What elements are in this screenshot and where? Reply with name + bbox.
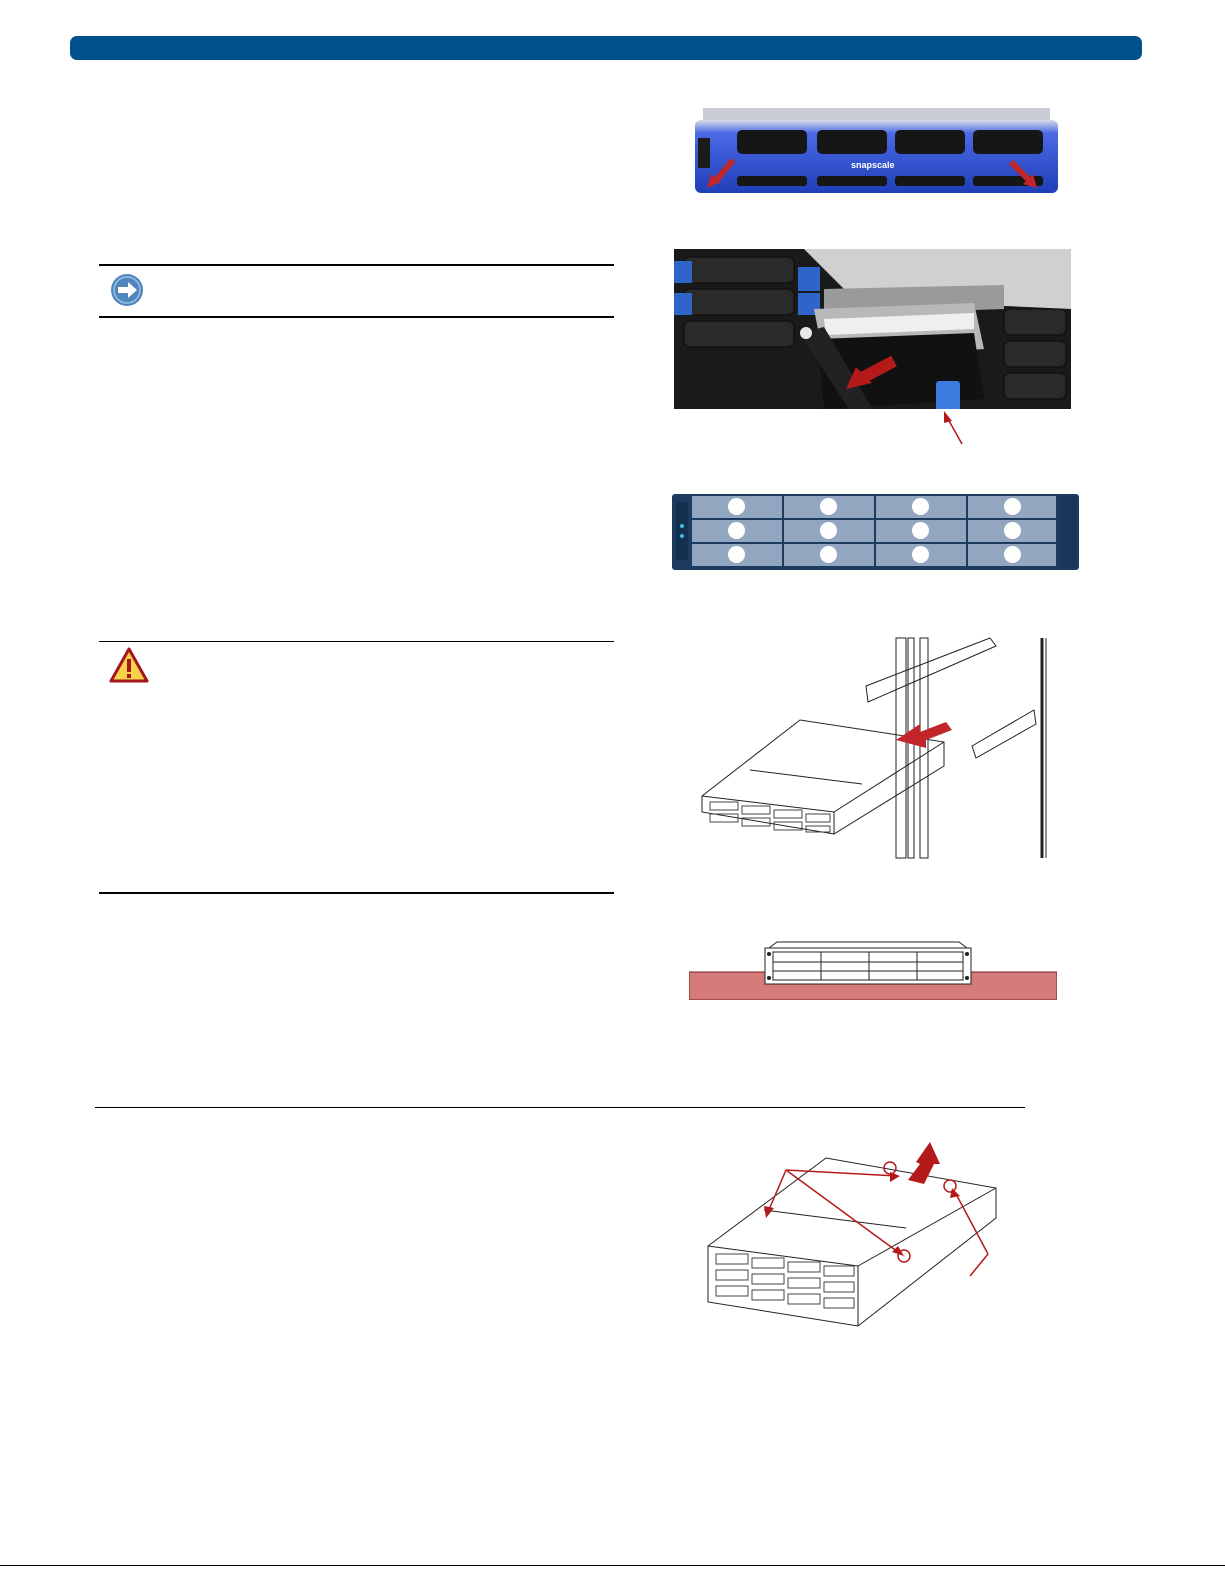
section-divider [95, 1107, 1025, 1108]
drive-carrier-figure [674, 249, 1071, 459]
note-rule-top [99, 264, 614, 266]
drive-bay [968, 544, 1056, 566]
drive-bay [876, 496, 966, 518]
drive-bay [692, 544, 782, 566]
front-bezel-illustration [695, 108, 1058, 193]
page-header-bar [70, 36, 1142, 60]
rack-install-illustration [690, 636, 1050, 862]
cover-removal-illustration [702, 1136, 1008, 1330]
drive-bay [968, 496, 1056, 518]
drive-carrier-illustration [674, 249, 1071, 459]
caution-rule-top [99, 641, 614, 642]
warning-triangle-icon [109, 647, 149, 683]
bay-grid-led-panel [676, 502, 688, 560]
drive-bay-grid-figure [672, 494, 1079, 570]
drive-bay [876, 520, 966, 542]
arrow-right-circle-icon [110, 273, 144, 307]
note-rule-bottom [99, 316, 614, 318]
drive-bay [784, 520, 874, 542]
drive-bay [876, 544, 966, 566]
drive-bay [692, 496, 782, 518]
chassis-on-table-illustration [689, 940, 1057, 1000]
drive-bay [692, 520, 782, 542]
bay-grid [692, 496, 1056, 568]
chassis-on-table-figure [689, 940, 1057, 1000]
front-bezel-figure [695, 108, 1058, 193]
bezel-logo: snapscale [851, 160, 895, 170]
cover-removal-figure [702, 1136, 1008, 1330]
drive-bay [968, 520, 1056, 542]
rack-install-figure [690, 636, 1050, 862]
drive-bay [784, 496, 874, 518]
bay-grid-right-panel [1060, 496, 1076, 568]
drive-bay [784, 544, 874, 566]
footer-rule [0, 1565, 1225, 1566]
caution-rule-bottom [99, 892, 614, 894]
